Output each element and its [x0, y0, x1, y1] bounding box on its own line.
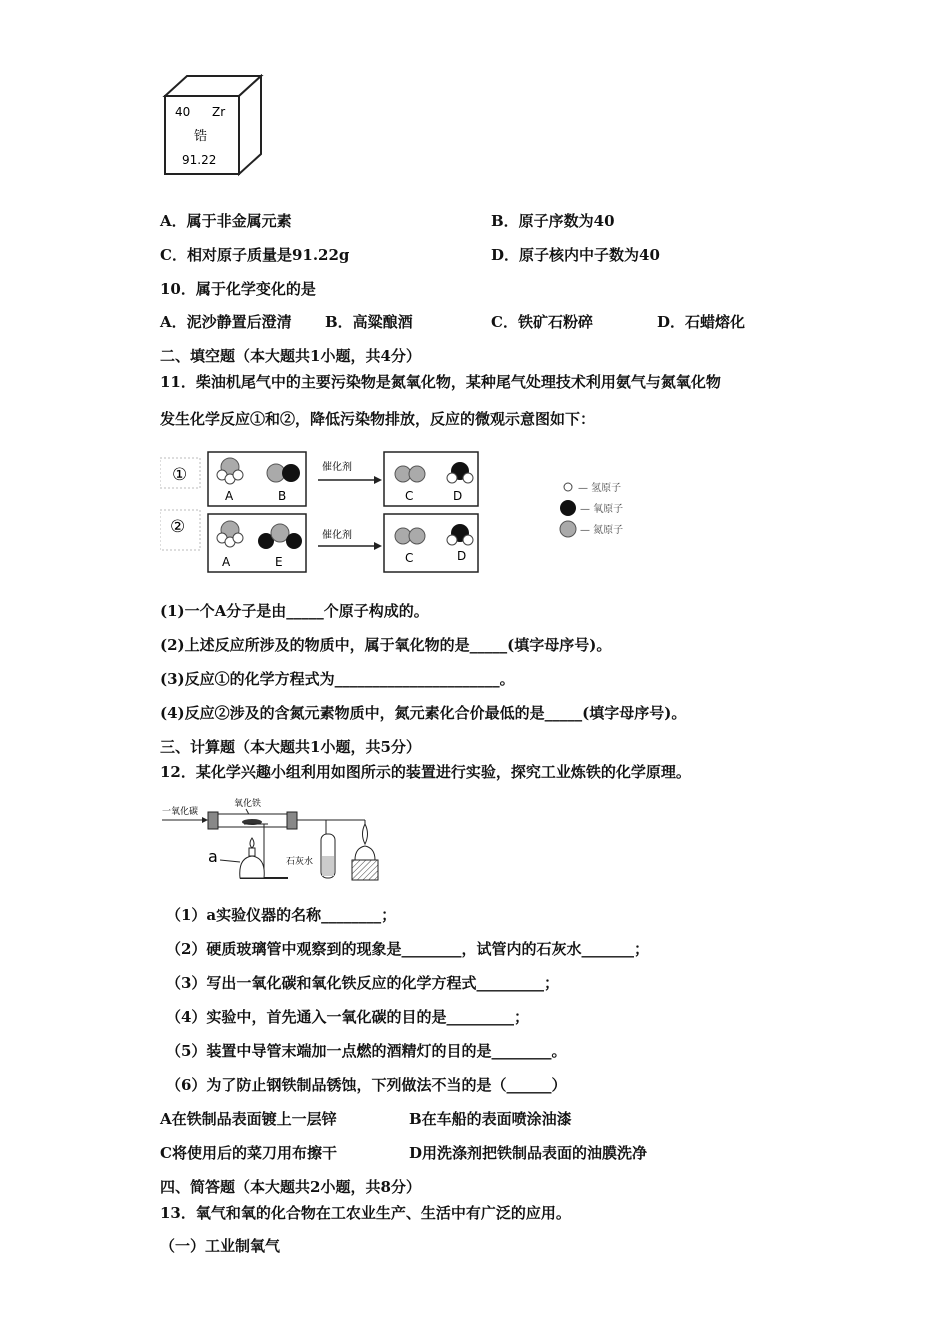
atom-legend — [558, 476, 668, 540]
q12-sub5: （5）装置中导管末端加一点燃的酒精灯的目的是________。 — [166, 1042, 567, 1060]
element-name: 锆 — [194, 129, 208, 144]
q12-sub2: （2）硬质玻璃管中观察到的现象是________，试管内的石灰水_______； — [166, 940, 649, 958]
r1-catalyst: 催化剂 — [322, 462, 352, 473]
oxygen-atom-icon — [560, 500, 576, 516]
r1-label-d: D — [453, 489, 463, 503]
q13-stem: 13．氧气和氧的化合物在工农业生产、生活中有广泛的应用。 — [160, 1204, 571, 1222]
r2-label-e: E — [275, 555, 283, 569]
q10-option-b: B．高粱酿酒 — [325, 313, 413, 331]
hydrogen-atom-icon — [564, 483, 572, 491]
q12-option-d: D用洗涤剂把铁制品表面的油膜洗净 — [409, 1144, 648, 1162]
section3-title: 三、计算题（本大题共1小题，共5分） — [160, 738, 421, 756]
label-a: a — [208, 847, 218, 866]
q11-sub4: (4)反应②涉及的含氮元素物质中，氮元素化合价最低的是_____(填字母序号)。 — [160, 704, 687, 722]
element-number: 40 — [175, 105, 191, 119]
q12-option-a: A在铁制品表面镀上一层锌 — [160, 1110, 337, 1128]
r2-label-c: C — [405, 551, 414, 565]
q12-sub6: （6）为了防止钢铁制品锈蚀，下列做法不当的是（______） — [166, 1076, 567, 1094]
q9-option-c: C．相对原子质量是91.22g — [160, 246, 350, 264]
q9-option-d: D．原子核内中子数为40 — [491, 246, 660, 264]
fe2o3-label: 氧化铁 — [234, 799, 262, 809]
legend-oxygen: — 氧原子 — [580, 504, 624, 515]
q12-option-b: B在车船的表面喷涂油漆 — [409, 1110, 572, 1128]
q11-sub1: (1)一个A分子是由_____个原子构成的。 — [160, 602, 429, 620]
section4-title: 四、简答题（本大题共2小题，共8分） — [160, 1178, 421, 1196]
nitrogen-atom-icon — [560, 521, 576, 537]
q12-sub3: （3）写出一氧化碳和氧化铁反应的化学方程式_________； — [166, 974, 559, 992]
r2-label-a: A — [222, 555, 231, 569]
apparatus-diagram — [160, 794, 396, 886]
reaction2-label: ② — [170, 517, 186, 537]
r2-label-d: D — [457, 549, 467, 563]
q9-option-b: B．原子序数为40 — [491, 212, 615, 230]
q12-option-c: C将使用后的菜刀用布擦干 — [160, 1144, 337, 1162]
q10-stem: 10．属于化学变化的是 — [160, 280, 316, 298]
reaction-diagram — [160, 448, 480, 574]
q12-sub4: （4）实验中，首先通入一氧化碳的目的是_________； — [166, 1008, 529, 1026]
legend-hydrogen: — 氢原子 — [578, 483, 622, 494]
r2-catalyst: 催化剂 — [322, 530, 352, 541]
q12-stem: 12．某化学兴趣小组利用如图所示的装置进行实验，探究工业炼铁的化学原理。 — [160, 763, 691, 781]
q10-option-c: C．铁矿石粉碎 — [491, 313, 593, 331]
reaction1-label: ① — [172, 465, 188, 485]
tail-flame — [363, 824, 368, 844]
r1-label-b: B — [278, 489, 287, 503]
element-mass: 91.22 — [182, 153, 217, 167]
r1-label-c: C — [405, 489, 414, 503]
q10-option-a: A．泥沙静置后澄清 — [160, 313, 292, 331]
lamp-block — [352, 860, 378, 880]
r1-label-a: A — [225, 489, 234, 503]
alcohol-lamp — [240, 856, 265, 878]
legend-nitrogen: — 氮原子 — [580, 525, 624, 536]
q11-stem-line1: 11．柴油机尾气中的主要污染物是氮氧化物，某种尾气处理技术利用氨气与氮氧化物 — [160, 373, 721, 391]
q13-part1: （一）工业制氧气 — [160, 1237, 281, 1255]
q9-option-a: A．属于非金属元素 — [160, 212, 292, 230]
q11-sub2: (2)上述反应所涉及的物质中，属于氧化物的是_____(填字母序号)。 — [160, 636, 612, 654]
q10-option-d: D．石蜡熔化 — [657, 313, 746, 331]
limewater-label: 石灰水 — [286, 857, 314, 867]
section2-title: 二、填空题（本大题共1小题，共4分） — [160, 347, 421, 365]
co-label: 一氧化碳 — [162, 807, 199, 817]
q11-sub3: (3)反应①的化学方程式为______________________。 — [160, 670, 515, 688]
q11-stem-line2: 发生化学反应①和②，降低污染物排放，反应的微观示意图如下： — [160, 410, 596, 428]
element-card-figure — [160, 74, 270, 180]
q12-sub1: （1）a实验仪器的名称________； — [166, 906, 397, 924]
element-symbol: Zr — [212, 105, 226, 119]
